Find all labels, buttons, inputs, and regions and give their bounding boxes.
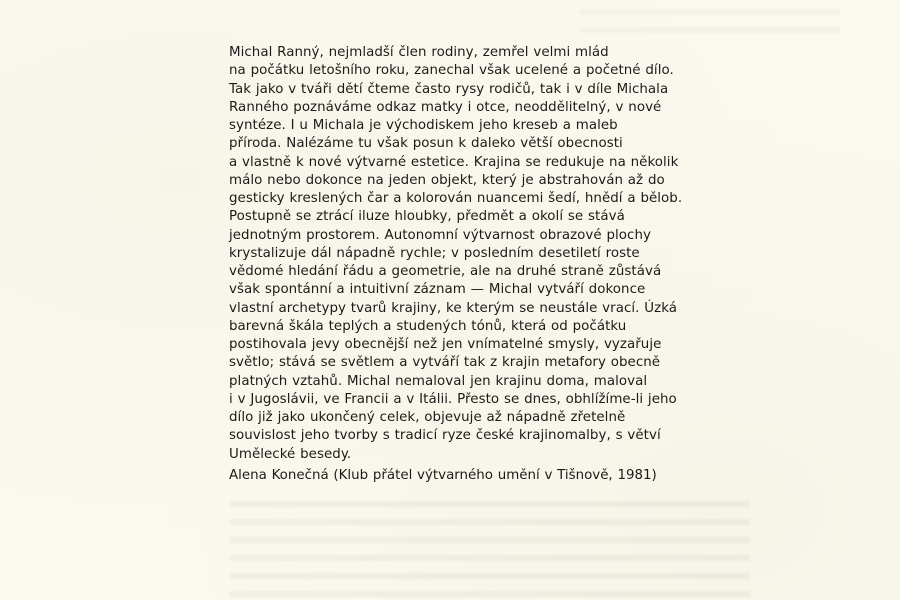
text-line: a vlastně k nové výtvarné estetice. Krajina se redukuje na několik <box>229 154 679 170</box>
article-body <box>229 44 789 464</box>
text-line: krystalizuje dál nápadně rychle; v posledním desetiletí roste <box>229 245 640 261</box>
text-line: vědomé hledání řádu a geometrie, ale na druhé straně zůstává <box>229 264 662 279</box>
text-line: Postupně se ztrácí iluze hloubky, předmět a okolí se stává <box>229 209 625 225</box>
author-signature: Alena Konečná (Klub přátel výtvarného umění v Tišnově, 1981) <box>229 468 657 483</box>
text-line: souvislost jeho tvorby s tradicí ryze české krajinomalby, s větví <box>229 428 661 444</box>
text-line: i v Jugoslávii, ve Francii a v Itálii. Přesto se dnes, obhlížíme-li jeho <box>229 391 677 407</box>
text-line: Umělecké besedy. <box>229 446 352 462</box>
text-line: příroda. Nalézáme tu však posun k daleko větší obecnosti <box>229 136 623 152</box>
text-line: na počátku letošního roku, zanechal však ucelené a početné dílo. <box>229 63 674 79</box>
text-line: jednotným prostorem. Autonomní výtvarnost obrazové plochy <box>229 227 651 243</box>
text-line: syntéze. I u Michala je východiskem jeho kreseb a maleb <box>229 118 618 133</box>
text-line: vlastní archetypy tvarů krajiny, ke kterým se neustále vrací. Úzká <box>229 300 678 316</box>
text-line: dílo již jako ukončený celek, objevuje až nápadně zřetelně <box>229 410 626 425</box>
text-line: postihovala jevy obecnější než jen vnímatelné smysly, vyzařuje <box>229 337 662 352</box>
text-line: však spontánní a intuitivní záznam — Michal vytváří dokonce <box>229 282 646 298</box>
text-line: Ranného poznáváme odkaz matky i otce, neoddělitelný, v nové <box>229 99 662 115</box>
text-line: barevná škála teplých a studených tónů, která od počátku <box>229 318 627 334</box>
text-line: světlo; stává se světlem a vytváří tak z krajin metafory obecně <box>229 355 661 371</box>
bleed-through-bottom <box>230 492 750 600</box>
text-line: gesticky kreslených čar a kolorován nuancemi šedí, hnědí a bělob. <box>229 191 683 206</box>
text-line: Tak jako v tváři dětí čteme často rysy rodičů, tak i v díle Michala <box>229 81 669 97</box>
bleed-through-top <box>580 0 840 40</box>
text-line: platných vztahů. Michal nemaloval jen krajinu doma, maloval <box>229 373 648 389</box>
text-line: málo nebo dokonce na jeden objekt, který je abstrahován až do <box>229 172 665 188</box>
text-line: Michal Ranný, nejmladší člen rodiny, zemřel velmi mlád <box>229 45 609 60</box>
